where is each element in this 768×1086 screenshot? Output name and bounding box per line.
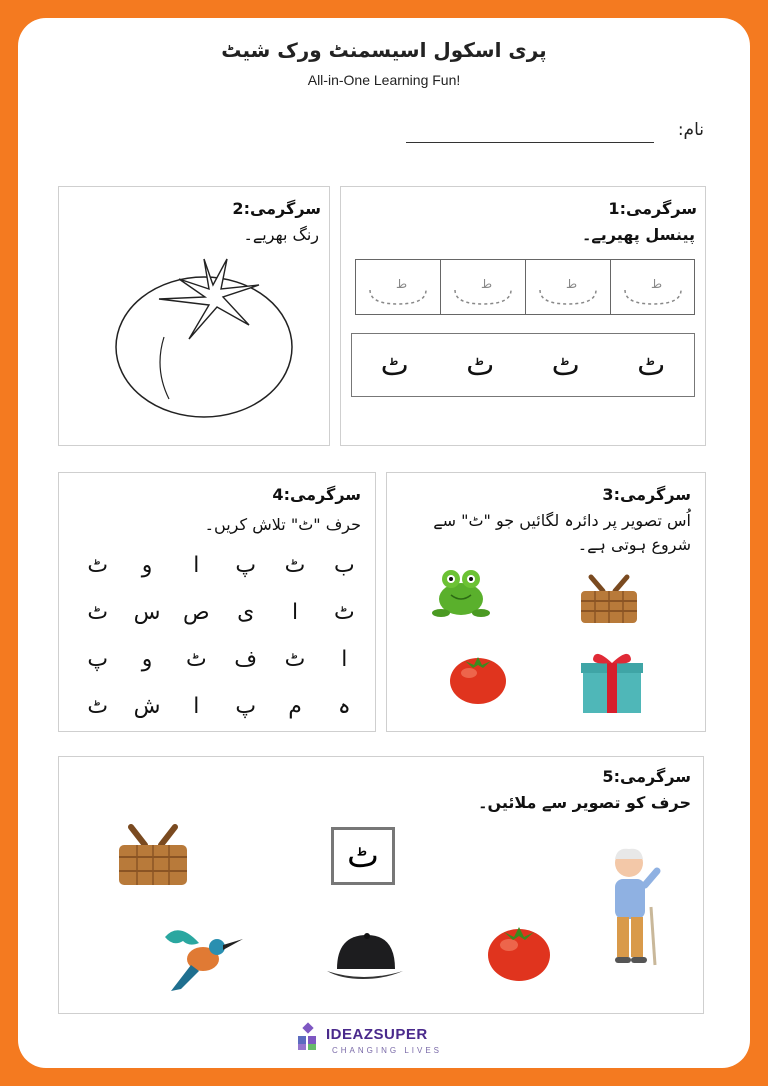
activity-5-heading: سرگرمی:5	[602, 767, 691, 786]
grid-letter[interactable]: پ	[235, 694, 257, 719]
activity-3-box	[386, 472, 706, 732]
activity-1-instruction: پینسل پھیریے۔	[581, 225, 695, 244]
letter: ٹ	[466, 347, 495, 383]
grid-letter[interactable]: ا	[291, 600, 299, 625]
grid-letter[interactable]: ا	[193, 553, 200, 578]
grid-letter[interactable]: پ	[87, 647, 109, 672]
activity-2-heading: سرگرمی:2	[232, 199, 321, 218]
grid-letter[interactable]: ف	[234, 647, 258, 672]
brand-tagline: CHANGING LIVES	[332, 1046, 443, 1055]
basket-icon[interactable]	[577, 571, 641, 627]
activity-2-box	[58, 186, 330, 446]
gift-box-icon[interactable]	[579, 649, 645, 715]
name-field-line[interactable]	[406, 142, 654, 143]
svg-text:ط: ط	[481, 277, 493, 291]
basket-icon[interactable]	[115, 821, 191, 889]
tracing-cell[interactable]	[441, 260, 526, 314]
letter: ٹ	[551, 347, 580, 383]
tracing-cell[interactable]	[526, 260, 611, 314]
grid-letter[interactable]: ص	[183, 600, 210, 625]
activity-5-instruction: حرف کو تصویر سے ملائیں۔	[478, 793, 691, 812]
tracing-cell[interactable]	[611, 260, 695, 314]
activity-5-box	[58, 756, 704, 1014]
grid-letter[interactable]: ٹ	[87, 553, 109, 578]
brand-name: IDEAZSUPER	[326, 1026, 428, 1043]
grid-letter[interactable]: ی	[237, 600, 255, 625]
grid-letter[interactable]: ہ	[337, 694, 351, 719]
grid-letter[interactable]: ٹ	[185, 647, 207, 672]
tomato-icon[interactable]	[447, 649, 509, 705]
name-label: نام:	[677, 120, 704, 140]
activity-1-heading: سرگرمی:1	[608, 199, 697, 218]
activity-4-instruction: حرف "ٹ" تلاش کریں۔	[204, 515, 361, 534]
grid-letter[interactable]: س	[133, 600, 161, 625]
grid-letter[interactable]: و	[141, 647, 153, 672]
svg-text:ط: ط	[651, 277, 663, 291]
grid-letter[interactable]: ب	[333, 553, 355, 578]
tomato-outline-icon[interactable]	[109, 249, 299, 421]
svg-text:ط: ط	[396, 277, 408, 291]
tracing-row[interactable]	[355, 259, 695, 315]
svg-text:ط: ط	[566, 277, 578, 291]
grid-letter[interactable]: ٹ	[284, 647, 306, 672]
activity-3-heading: سرگرمی:3	[602, 485, 691, 504]
kingfisher-bird-icon[interactable]	[159, 917, 245, 997]
grid-letter[interactable]: ا	[193, 694, 200, 719]
page-subtitle: All-in-One Learning Fun!	[307, 72, 461, 88]
letter-search-grid	[73, 553, 369, 719]
cap-icon[interactable]	[323, 929, 405, 985]
tomato-icon[interactable]	[485, 917, 553, 983]
grid-letter[interactable]: ا	[341, 647, 348, 672]
old-man-icon[interactable]	[605, 841, 665, 971]
activity-2-instruction: رنگ بھریے۔	[243, 225, 319, 244]
grid-letter[interactable]: ٹ	[333, 600, 355, 625]
grid-letter[interactable]: پ	[235, 553, 257, 578]
activity-3-instruction: اُس تصویر پر دائرہ لگائیں جو "ٹ" سے شروع ہوتی ہے۔	[433, 511, 691, 554]
letter-row	[351, 333, 695, 397]
letter: ٹ	[637, 347, 666, 383]
letter: ٹ	[380, 347, 409, 383]
ideazsuper-logo-icon	[296, 1022, 324, 1052]
match-letter-box[interactable]: ٹ	[331, 827, 395, 885]
page-title: پری اسکول اسیسمنٹ ورک شیٹ	[221, 38, 547, 62]
grid-letter[interactable]: ٹ	[284, 553, 306, 578]
grid-letter[interactable]: ٹ	[87, 600, 109, 625]
frog-icon[interactable]	[431, 565, 491, 621]
activity-4-heading: سرگرمی:4	[272, 485, 361, 504]
activity-4-box	[58, 472, 376, 732]
tracing-cell[interactable]	[356, 260, 441, 314]
grid-letter[interactable]: م	[288, 694, 302, 719]
grid-letter[interactable]: ٹ	[87, 694, 109, 719]
grid-letter[interactable]: و	[141, 553, 153, 578]
grid-letter[interactable]: ش	[133, 694, 161, 719]
activity-1-box	[340, 186, 706, 446]
